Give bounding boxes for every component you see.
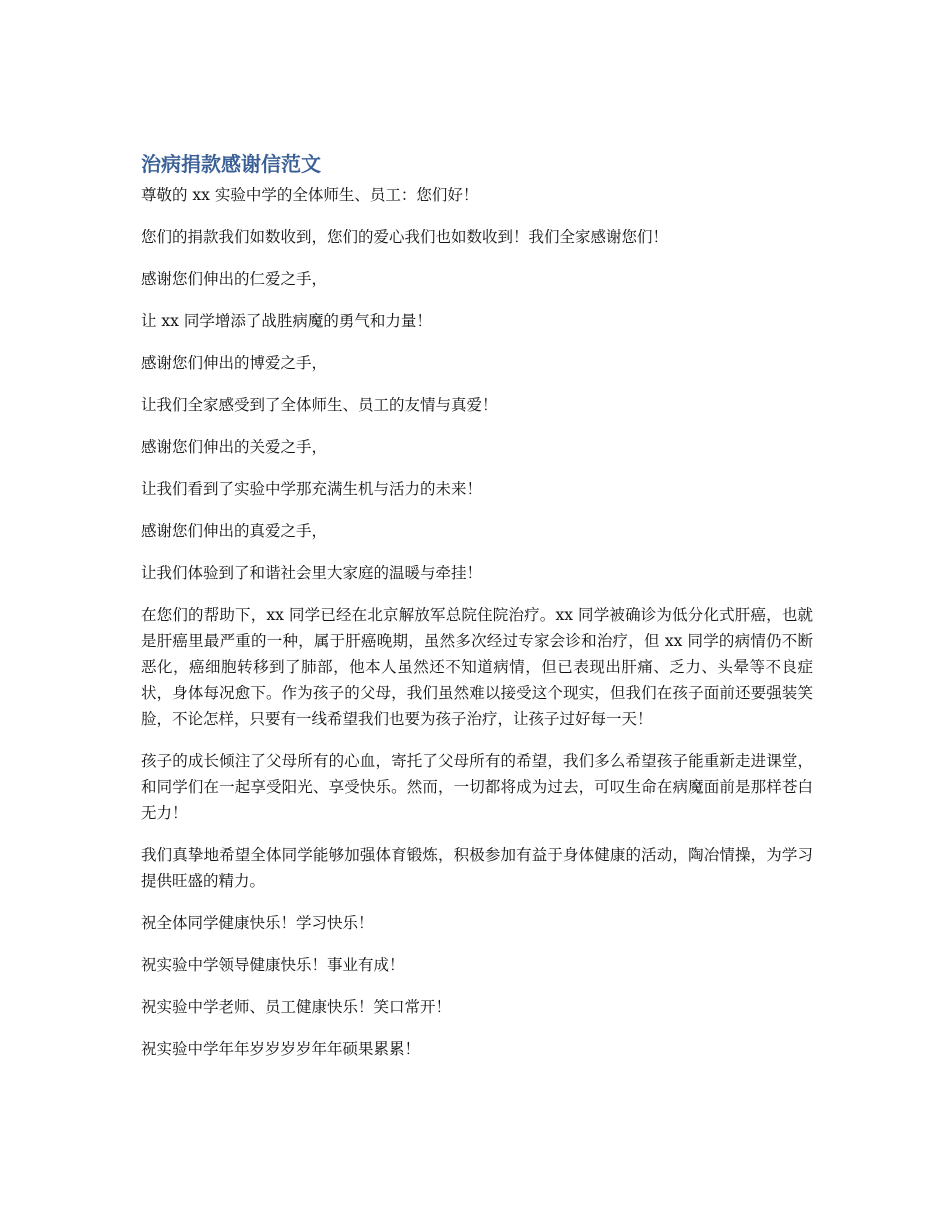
paragraph: 我们真挚地希望全体同学能够加强体育锻炼，积极参加有益于身体健康的活动，陶冶情操，为学习提供旺盛的精力。: [141, 846, 813, 890]
paragraph: 孩子的成长倾注了父母所有的心血，寄托了父母所有的希望，我们多么希望孩子能重新走进课堂，和同学们在一起享受阳光、享受快乐。然而，一切都将成为过去，可叹生命在病魔面前是那样苍白无力！: [141, 752, 813, 822]
document-page: [141, 150, 813, 1078]
paragraph: 祝实验中学领导健康快乐！事业有成！: [141, 956, 405, 974]
paragraph: 祝全体同学健康快乐！学习快乐！: [141, 914, 374, 932]
paragraph: 尊敬的 xx 实验中学的全体师生、员工：您们好！: [141, 186, 479, 204]
paragraph: 您们的捐款我们如数收到，您们的爱心我们也如数收到！我们全家感谢您们！: [141, 228, 669, 246]
paragraph: 感谢您们伸出的关爱之手，: [141, 438, 328, 456]
paragraph: 祝实验中学老师、员工健康快乐！笑口常开！: [141, 998, 452, 1016]
paragraph: 让我们看到了实验中学那充满生机与活力的未来！: [141, 480, 483, 498]
document-title: 治病捐款感谢信范文: [141, 152, 321, 176]
paragraph: 让我们体验到了和谐社会里大家庭的温暖与牵挂！: [141, 564, 483, 582]
paragraph: 感谢您们伸出的真爱之手，: [141, 522, 328, 540]
paragraph: 让 xx 同学增添了战胜病魔的勇气和力量！: [141, 312, 432, 330]
document-body: [141, 182, 813, 1062]
paragraph: 让我们全家感受到了全体师生、员工的友情与真爱！: [141, 396, 498, 414]
paragraph: 祝实验中学年年岁岁岁岁年年硕果累累！: [141, 1040, 421, 1058]
paragraph: 在您们的帮助下，xx 同学已经在北京解放军总院住院治疗。xx 同学被确诊为低分化式肝癌，也就是肝癌里最严重的一种，属于肝癌晚期，虽然多次经过专家会诊和治疗，但 xx 同学的病情仍不断恶化，癌细胞转移到了肺部，他本人虽然还不知道病情，但已表现出肝痛、乏力、头晕等不良症状，身体每况愈下。作为孩子的父母，我们虽然难以接受这个现实，但我们在孩子面前还要强装笑脸，不论怎样，只要有一线希望我们也要为孩子治疗，让孩子过好每一天！: [141, 606, 813, 728]
paragraph: 感谢您们伸出的仁爱之手，: [141, 270, 328, 288]
paragraph: 感谢您们伸出的博爱之手，: [141, 354, 328, 372]
